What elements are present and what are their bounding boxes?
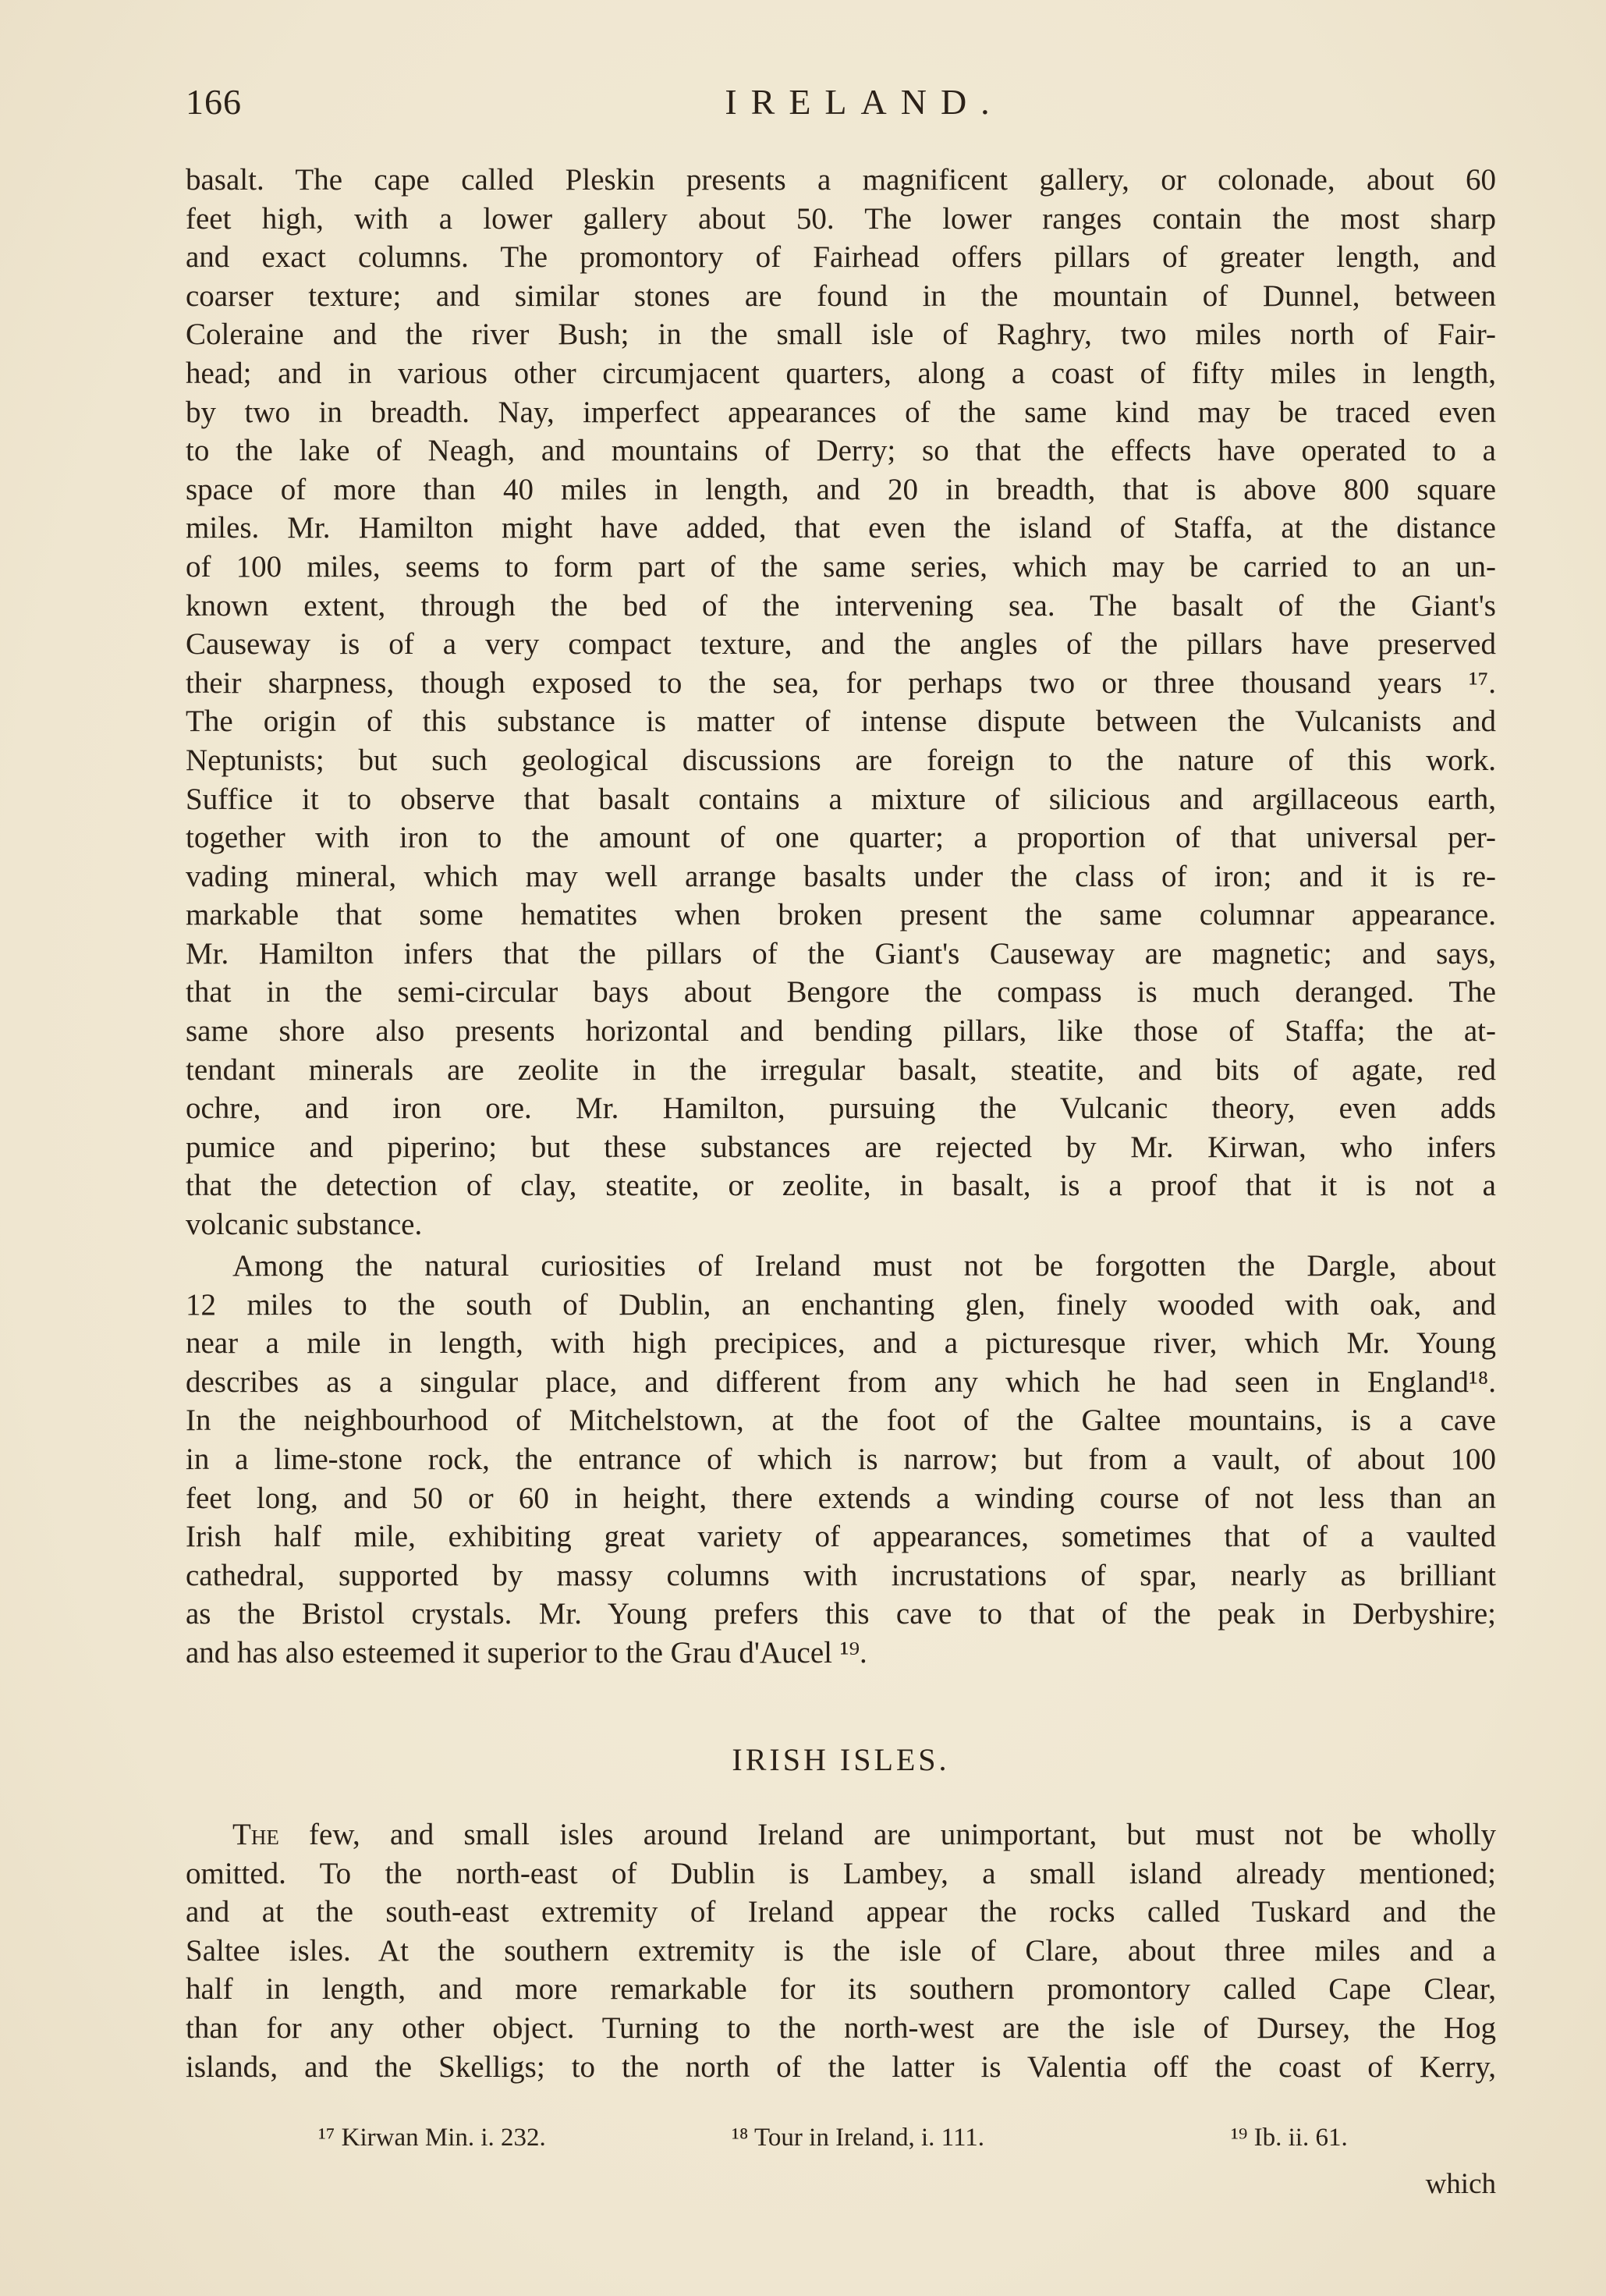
text-line: and has also esteemed it superior to the Grau d'Aucel ¹⁹. [186, 1635, 867, 1670]
first-line-text: few, and small isles around Ireland are unimportant, but must not be wholly [278, 1818, 1496, 1851]
text-line: to the lake of Neagh, and mountains of Derry; so that the effects have operated to a [186, 434, 1496, 468]
text-line: Coleraine and the river Bush; in the small isle of Raghry, two miles north of Fair- [186, 318, 1496, 352]
text-line: vading mineral, which may well arrange basalts under the class of iron; and it is re- [186, 859, 1496, 893]
text-line: Neptunists; but such geological discussions are foreign to the nature of this work. [186, 743, 1496, 777]
text-line: Mr. Hamilton infers that the pillars of the Giant's Causeway are magnetic; and says, [186, 936, 1496, 971]
text-line: coarser texture; and similar stones are found in the mountain of Dunnel, between [186, 279, 1496, 313]
text-line: that the detection of clay, steatite, or zeolite, in basalt, is a proof that it is not a [186, 1169, 1496, 1203]
text-line: omitted. To the north-east of Dublin is Lambey, a small island already mentioned; [186, 1856, 1496, 1890]
footnote-18: ¹⁸ Tour in Ireland, i. 111. [732, 2124, 984, 2152]
text-line: In the neighbourhood of Mitchelstown, at the foot of the Galtee mountains, is a cave [186, 1404, 1496, 1438]
text-line: same shore also presents horizontal and bending pillars, like those of Staffa; the at- [186, 1014, 1496, 1049]
catchword: which [1425, 2168, 1496, 2200]
text-line: Among the natural curiosities of Ireland must not be forgotten the Dargle, about [232, 1249, 1496, 1283]
running-title: IRELAND. [725, 82, 1004, 122]
running-head [186, 81, 1496, 128]
paragraph-irish-isles [186, 1815, 1496, 2086]
text-line: than for any other object. Turning to the north-west are the isle of Dursey, the Hog [186, 2010, 1496, 2045]
text-line: pumice and piperino; but these substances are rejected by Mr. Kirwan, who infers [186, 1130, 1496, 1164]
text-line: Saltee isles. At the southern extremity is the isle of Clare, about three miles and a [186, 1933, 1496, 1968]
text-line: space of more than 40 miles in length, and 20 in breadth, that is above 800 square [186, 472, 1496, 506]
footnotes [186, 2124, 1496, 2163]
text-line: and exact columns. The promontory of Fairhead offers pillars of greater length, and [186, 240, 1496, 275]
text-line: near a mile in length, with high precipices, and a picturesque river, which Mr. Young [186, 1326, 1496, 1361]
text-line: islands, and the Skelligs; to the north of the latter is Valentia off the coast of Kerry, [186, 2049, 1496, 2084]
text-line: and at the south-east extremity of Ireland appear the rocks called Tuskard and the [186, 1895, 1496, 1929]
text-line: describes as a singular place, and different from any which he had seen in England¹⁸. [186, 1364, 1496, 1399]
footnote-19: ¹⁹ Ib. ii. 61. [1231, 2124, 1348, 2152]
text-line: their sharpness, though exposed to the sea, for perhaps two or three thousand years ¹⁷. [186, 665, 1496, 700]
text-line: basalt. The cape called Pleskin presents a magnificent gallery, or colonade, about 60 [186, 163, 1496, 197]
text-line: head; and in various other circumjacent quarters, along a coast of fifty miles in length, [186, 356, 1496, 390]
drop-word: The [232, 1818, 279, 1851]
text-line: cathedral, supported by massy columns with incrustations of spar, nearly as brilliant [186, 1558, 1496, 1592]
text-line: by two in breadth. Nay, imperfect appearances of the same kind may be traced even [186, 395, 1496, 429]
text-line: The origin of this substance is matter of intense dispute between the Vulcanists and [186, 704, 1496, 739]
text-line: together with iron to the amount of one quarter; a proportion of that universal per- [186, 821, 1496, 855]
paragraph-basalt [186, 161, 1496, 1244]
section-heading: IRISH ISLES. [732, 1742, 950, 1777]
text-line: volcanic substance. [186, 1208, 423, 1242]
page-number: 166 [186, 82, 242, 122]
text-line: in a lime-stone rock, the entrance of which is narrow; but from a vault, of about 100 [186, 1442, 1496, 1476]
text-line: that in the semi-circular bays about Bengore the compass is much deranged. The [186, 975, 1496, 1010]
text-line: known extent, through the bed of the intervening sea. The basalt of the Giant's [186, 588, 1496, 623]
text-line: Causeway is of a very compact texture, and the angles of the pillars have preserved [186, 627, 1496, 662]
text-line: markable that some hematites when broken present the same columnar appearance. [186, 898, 1496, 932]
text-line: Suffice it to observe that basalt contains a mixture of silicious and argillaceous earth, [186, 782, 1496, 816]
paragraph-dargle [186, 1247, 1496, 1673]
footnote-17: ¹⁷ Kirwan Min. i. 232. [318, 2124, 546, 2152]
text-line: as the Bristol crystals. Mr. Young prefers this cave to that of the peak in Derbyshire; [186, 1597, 1496, 1631]
text-line: feet long, and 50 or 60 in height, there extends a winding course of not less than an [186, 1481, 1496, 1515]
text-line [186, 1815, 1496, 1854]
text-line: 12 miles to the south of Dublin, an enchanting glen, finely wooded with oak, and [186, 1287, 1496, 1322]
text-line: miles. Mr. Hamilton might have added, that even the island of Staffa, at the distance [186, 511, 1496, 545]
text-line: of 100 miles, seems to form part of the same series, which may be carried to an un- [186, 549, 1496, 584]
text-line: half in length, and more remarkable for its southern promontory called Cape Clear, [186, 1972, 1496, 2007]
text-line: Irish half mile, exhibiting great variety of appearances, sometimes that of a vaulted [186, 1520, 1496, 1554]
text-line: tendant minerals are zeolite in the irregular basalt, steatite, and bits of agate, red [186, 1052, 1496, 1087]
text-line: feet high, with a lower gallery about 50. The lower ranges contain the most sharp [186, 201, 1496, 236]
text-line: ochre, and iron ore. Mr. Hamilton, pursuing the Vulcanic theory, even adds [186, 1091, 1496, 1126]
